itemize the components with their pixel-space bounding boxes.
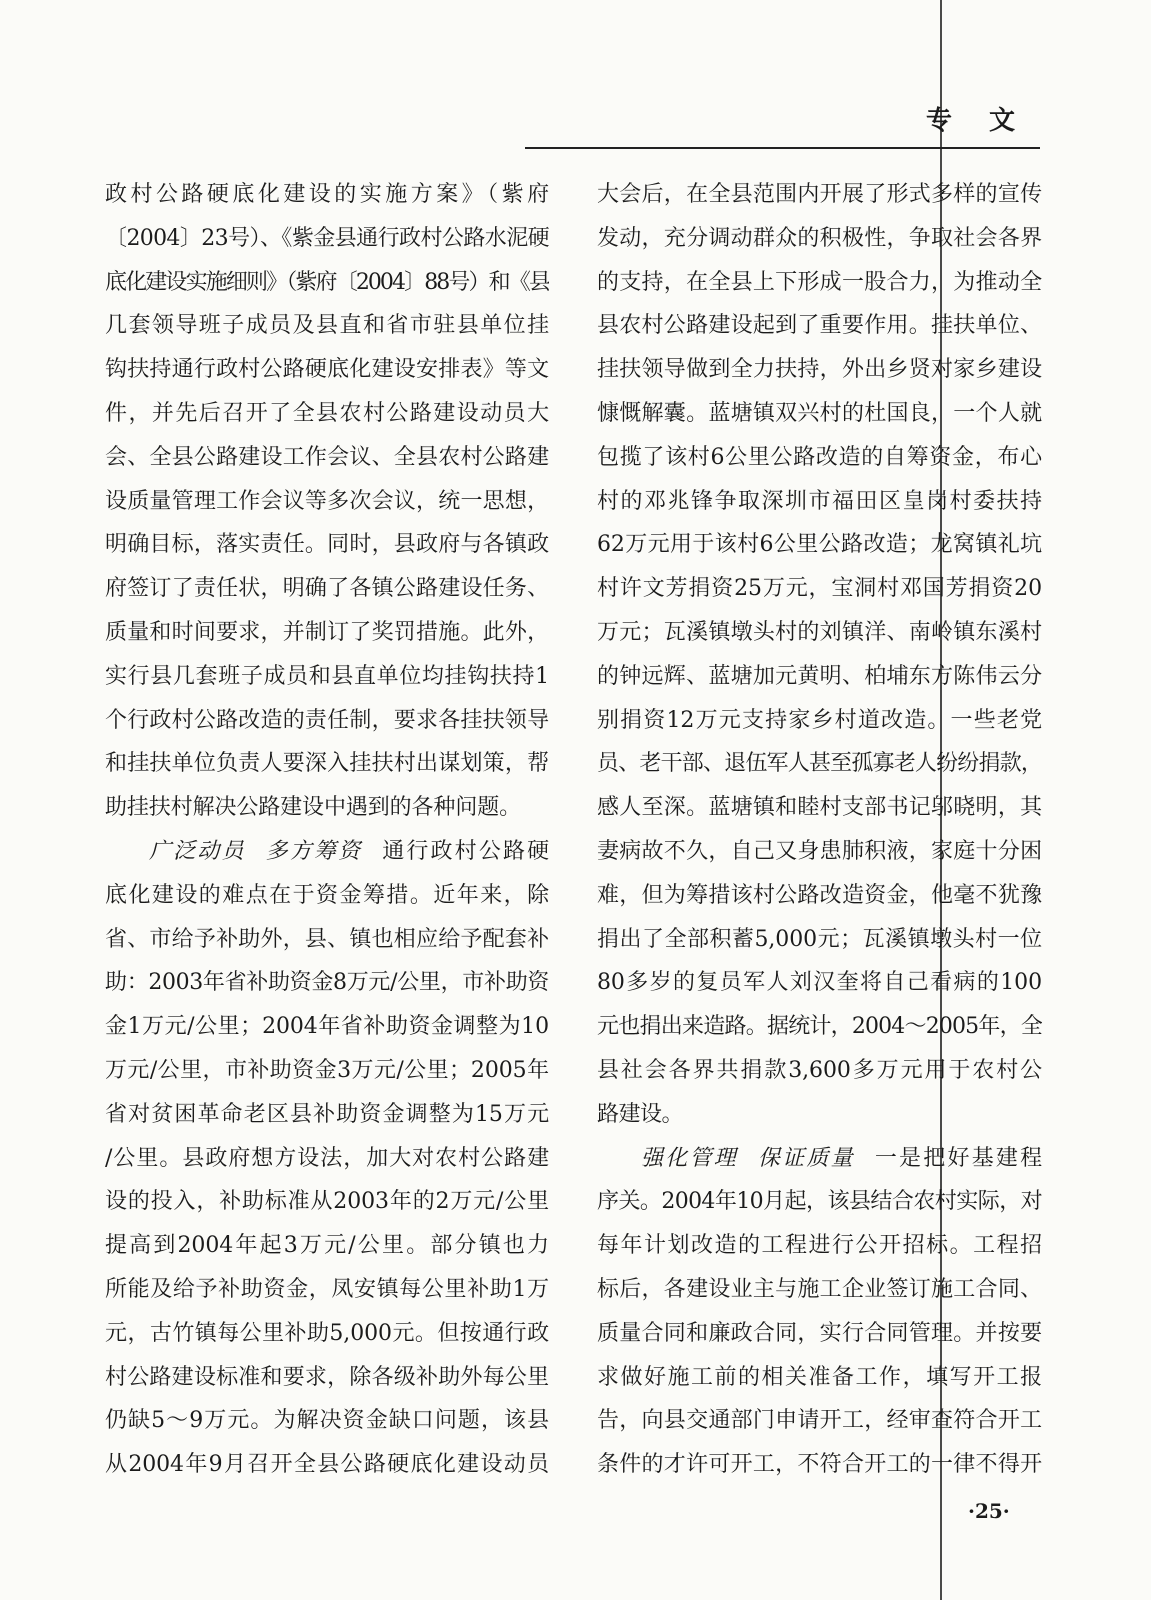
text-line: 挂扶领导做到全力扶持，外出乡贤对家乡建设	[597, 357, 1042, 383]
right-column	[597, 173, 1042, 1487]
text-line: 助挂扶村解决公路建设中遇到的各种问题。	[105, 795, 522, 821]
text-run: 通行政村公路硬	[382, 838, 549, 864]
text-line: 明确目标，落实责任。同时，县政府与各镇政	[105, 532, 549, 558]
text-line: 元，古竹镇每公里补助5,000元。但按通行政	[105, 1320, 549, 1346]
left-column	[105, 173, 549, 1487]
text-line: 质量和时间要求，并制订了奖罚措施。此外，	[105, 619, 549, 645]
text-line: 序关。2004年10月起，该县结合农村实际，对	[597, 1189, 1042, 1215]
text-line: 万元/公里，市补助资金3万元/公里；2005年	[105, 1057, 549, 1083]
heading-line	[105, 830, 549, 874]
text-line: 村公路建设标准和要求，除各级补助外每公里	[105, 1364, 549, 1390]
text-line: 底化建设实施细则》（紫府〔2004〕88号）和《县	[105, 269, 549, 295]
text-line: 每年计划改造的工程进行公开招标。工程招	[597, 1233, 1042, 1259]
text-line: 大会后，在全县范围内开展了形式多样的宣传	[597, 182, 1042, 207]
text-line: 设质量管理工作会议等多次会议，统一思想，	[105, 488, 549, 514]
text-line: 捐出了全部积蓄5,000元；瓦溪镇墩头村一位	[597, 926, 1042, 952]
text-line: 个行政村公路改造的责任制，要求各挂扶领导	[105, 707, 549, 733]
text-line: 条件的才许可开工，不符合开工的一律不得开	[597, 1452, 1042, 1478]
text-line: 村的邓兆锋争取深圳市福田区皇岗村委扶持	[597, 488, 1042, 514]
text-line: 别捐资12万元支持家乡村道改造。一些老党	[597, 707, 1042, 733]
text-line: 县农村公路建设起到了重要作用。挂扶单位、	[597, 313, 1042, 339]
text-line: 设的投入，补助标准从2003年的2万元/公里	[105, 1189, 549, 1215]
text-line: 仍缺5～9万元。为解决资金缺口问题，该县	[105, 1408, 549, 1434]
text-line: 件，并先后召开了全县农村公路建设动员大	[105, 400, 549, 426]
section-heading: 广泛动员	[149, 838, 246, 864]
text-line: 发动，充分调动群众的积极性，争取社会各界	[597, 225, 1042, 251]
heading-line	[597, 1137, 1042, 1181]
text-line: 会、全县公路建设工作会议、全县农村公路建	[105, 444, 549, 470]
section-title: 专文	[926, 106, 1053, 136]
text-line: 从2004年9月召开全县公路硬底化建设动员	[105, 1452, 549, 1478]
text-line: 员、老干部、退伍军人甚至孤寡老人纷纷捐款，	[597, 751, 1042, 777]
header-rule	[525, 147, 1040, 149]
text-line: 县社会各界共捐款3,600多万元用于农村公	[597, 1057, 1042, 1083]
text-line: 提高到2004年起3万元/公里。部分镇也力	[105, 1233, 549, 1259]
text-line: 感人至深。蓝塘镇和睦村支部书记邬晓明，其	[597, 795, 1042, 821]
text-line: 告，向县交通部门申请开工，经审查符合开工	[597, 1408, 1042, 1434]
text-line: 金1万元/公里；2004年省补助资金调整为10	[105, 1014, 549, 1040]
text-line: 的钟远辉、蓝塘加元黄明、柏埔东方陈伟云分	[597, 663, 1042, 689]
text-line: 慷慨解囊。蓝塘镇双兴村的杜国良，一个人就	[597, 400, 1042, 426]
text-line: 省对贫困革命老区县补助资金调整为15万元	[105, 1101, 549, 1127]
text-line: 钩扶持通行政村公路硬底化建设安排表》等文	[105, 357, 549, 383]
text-line: 和挂扶单位负责人要深入挂扶村出谋划策，帮	[105, 751, 549, 777]
text-line: 〔2004〕23号）、《紫金县通行政村公路水泥硬	[105, 225, 549, 251]
page-number: ·25·	[968, 1499, 1010, 1523]
text-line: 求做好施工前的相关准备工作，填写开工报	[597, 1364, 1042, 1390]
text-line: 所能及给予补助资金，凤安镇每公里补助1万	[105, 1276, 549, 1302]
text-line: 府签订了责任状，明确了各镇公路建设任务、	[105, 576, 549, 602]
section-heading: 强化管理	[641, 1145, 738, 1171]
text-line: 元也捐出来造路。据统计，2004～2005年，全	[597, 1014, 1042, 1040]
text-line: 80多岁的复员军人刘汉奎将自己看病的100	[597, 970, 1042, 996]
text-line: 省、市给予补助外，县、镇也相应给予配套补	[105, 926, 549, 952]
text-line: 政村公路硬底化建设的实施方案》（紫府	[105, 182, 549, 207]
text-line: 难，但为筹措该村公路改造资金，他毫不犹豫	[597, 882, 1042, 908]
text-line: 质量合同和廉政合同，实行合同管理。并按要	[597, 1320, 1042, 1346]
text-line: 的支持，在全县上下形成一股合力，为推动全	[597, 269, 1042, 295]
text-line: 几套领导班子成员及县直和省市驻县单位挂	[105, 313, 549, 339]
text-line: 底化建设的难点在于资金筹措。近年来，除	[105, 882, 549, 908]
section-heading: 多方筹资	[265, 838, 363, 864]
section-heading: 保证质量	[757, 1145, 855, 1171]
text-line: 62万元用于该村6公里公路改造；龙窝镇礼坑	[597, 532, 1042, 558]
text-line: 妻病故不久，自己又身患肺积液，家庭十分困	[597, 838, 1042, 864]
text-line: 助：2003年省补助资金8万元/公里，市补助资	[105, 970, 549, 996]
text-line: 包揽了该村6公里公路改造的自筹资金，布心	[597, 444, 1042, 470]
text-line: 万元；瓦溪镇墩头村的刘镇洋、南岭镇东溪村	[597, 619, 1042, 645]
text-line: 村许文芳捐资25万元，宝洞村邓国芳捐资20	[597, 576, 1042, 602]
text-line: 实行县几套班子成员和县直单位均挂钩扶持1	[105, 663, 549, 689]
text-run: 一是把好基建程	[874, 1145, 1042, 1171]
text-line: 标后，各建设业主与施工企业签订施工合同、	[597, 1276, 1042, 1302]
text-line: 路建设。	[597, 1101, 684, 1127]
text-line: /公里。县政府想方设法，加大对农村公路建	[105, 1145, 549, 1171]
